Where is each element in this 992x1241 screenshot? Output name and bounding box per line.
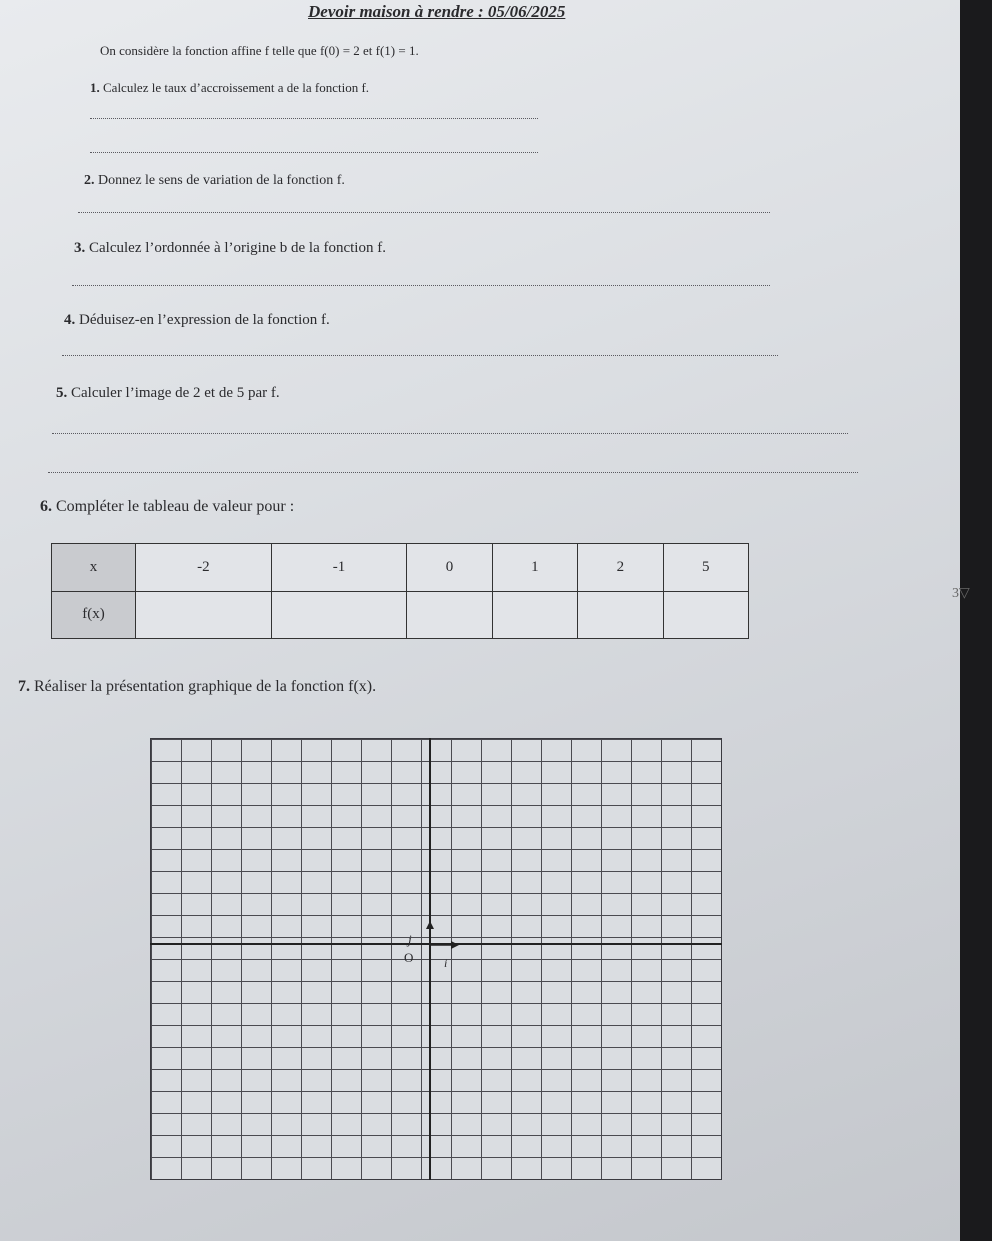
question-1 <box>90 80 369 96</box>
question-6 <box>40 498 294 516</box>
question-text: Calculer l’image de 2 et de 5 par f. <box>71 385 280 401</box>
answer-line <box>62 355 778 356</box>
j-vector-arrowhead <box>426 921 434 929</box>
fx-cell[interactable] <box>492 591 577 639</box>
row-label-x: x <box>52 544 136 592</box>
question-number: 3. <box>74 240 86 256</box>
fx-cell[interactable] <box>578 591 663 639</box>
i-vector-arrowhead <box>451 941 459 949</box>
i-label: i <box>444 956 448 970</box>
x-cell: 2 <box>578 544 663 592</box>
page-title: Devoir maison à rendre : 05/06/2025 <box>308 2 566 21</box>
question-text: Compléter le tableau de valeur pour : <box>56 498 295 515</box>
intro-text: On considère la fonction affine f telle que f(0) = 2 et f(1) = 1. <box>100 43 419 58</box>
value-table <box>51 543 749 639</box>
table-row-fx <box>52 591 749 639</box>
question-3 <box>74 240 386 257</box>
x-cell: -2 <box>136 544 272 592</box>
side-mark: 3▽ <box>952 586 970 601</box>
question-number: 2. <box>84 173 95 188</box>
x-cell: 5 <box>663 544 748 592</box>
question-number: 7. <box>18 678 30 695</box>
fx-cell[interactable] <box>271 591 407 639</box>
unit-vectors <box>395 915 475 975</box>
answer-line <box>90 152 538 153</box>
question-text: Calculez le taux d’accroissement a de la fonction f. <box>103 80 370 95</box>
table-row-x <box>52 544 749 592</box>
x-cell: 0 <box>407 544 492 592</box>
question-7 <box>18 678 376 696</box>
row-label-fx: f(x) <box>52 591 136 639</box>
question-4 <box>64 312 330 329</box>
question-number: 6. <box>40 498 52 515</box>
answer-line <box>90 118 538 119</box>
answer-line <box>72 285 770 286</box>
origin-label: O <box>404 950 414 965</box>
question-number: 4. <box>64 312 76 328</box>
j-label: j <box>408 932 412 947</box>
answer-line <box>78 212 770 213</box>
question-text: Réaliser la présentation graphique de la fonction f(x). <box>34 678 377 695</box>
question-5 <box>56 385 280 402</box>
x-cell: -1 <box>271 544 407 592</box>
answer-line <box>52 433 848 434</box>
question-2 <box>84 173 345 189</box>
x-cell: 1 <box>492 544 577 592</box>
question-text: Calculez l’ordonnée à l’origine b de la fonction f. <box>89 240 386 256</box>
question-text: Déduisez-en l’expression de la fonction f. <box>79 312 330 328</box>
question-text: Donnez le sens de variation de la fonction f. <box>98 173 345 188</box>
fx-cell[interactable] <box>407 591 492 639</box>
question-number: 1. <box>90 80 100 95</box>
question-number: 5. <box>56 385 68 401</box>
fx-cell[interactable] <box>136 591 272 639</box>
answer-line <box>48 472 858 473</box>
fx-cell[interactable] <box>663 591 748 639</box>
